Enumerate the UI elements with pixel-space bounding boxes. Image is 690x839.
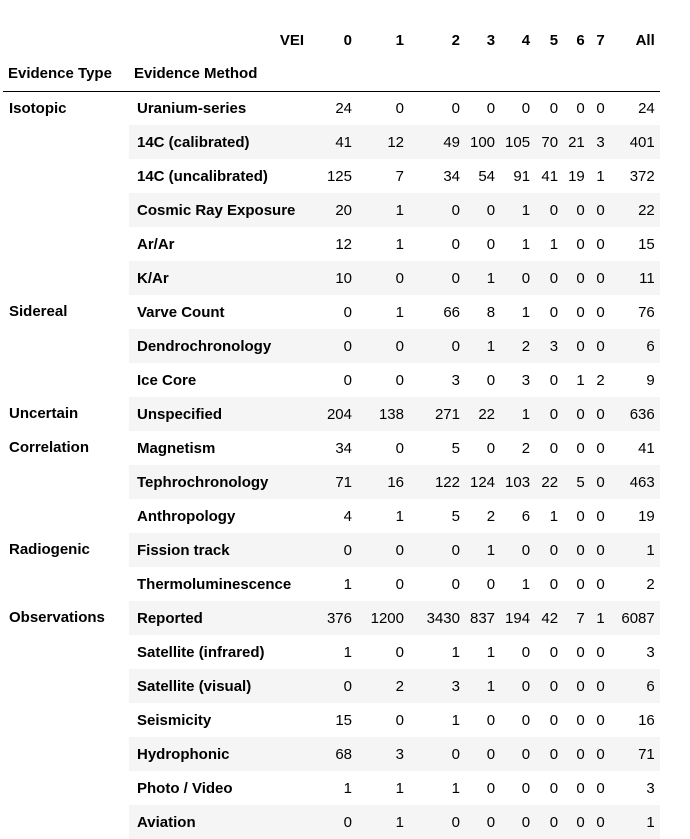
- table-row: [3, 91, 660, 125]
- evidence-method-cell: Aviation: [129, 805, 309, 839]
- evidence-method-cell: Satellite (infrared): [129, 635, 309, 669]
- count-cell: 1: [409, 703, 465, 737]
- count-cell: 2: [610, 567, 660, 601]
- count-cell: 0: [535, 533, 563, 567]
- table-row: [3, 431, 660, 465]
- count-cell: 1: [357, 295, 409, 329]
- count-cell: 0: [465, 771, 500, 805]
- count-cell: 0: [465, 363, 500, 397]
- count-cell: 372: [610, 159, 660, 193]
- count-cell: 22: [465, 397, 500, 431]
- count-cell: 0: [309, 329, 357, 363]
- count-cell: 1: [357, 499, 409, 533]
- count-cell: 0: [590, 669, 610, 703]
- count-cell: 0: [500, 669, 535, 703]
- count-cell: 1: [465, 533, 500, 567]
- column-header: 0: [343, 31, 352, 49]
- count-cell: 3430: [409, 601, 465, 635]
- evidence-method-cell: K/Ar: [129, 261, 309, 295]
- count-cell: 11: [610, 261, 660, 295]
- count-cell: 2: [590, 363, 610, 397]
- column-header: 3: [486, 31, 496, 49]
- count-cell: 0: [563, 499, 590, 533]
- count-cell: 1: [357, 771, 409, 805]
- count-cell: 5: [409, 431, 465, 465]
- count-cell: 1: [309, 635, 357, 669]
- count-cell: 8: [465, 295, 500, 329]
- count-cell: 0: [357, 363, 409, 397]
- count-cell: 3: [610, 635, 660, 669]
- count-cell: 12: [357, 125, 409, 159]
- count-cell: 1: [610, 533, 660, 567]
- count-cell: 103: [500, 465, 535, 499]
- count-cell: 19: [610, 499, 660, 533]
- count-cell: 0: [409, 805, 465, 839]
- evidence-method-cell: Seismicity: [129, 703, 309, 737]
- count-cell: 0: [535, 431, 563, 465]
- count-cell: 6087: [610, 601, 660, 635]
- count-cell: 0: [563, 295, 590, 329]
- count-cell: 0: [590, 295, 610, 329]
- count-cell: 1: [357, 193, 409, 227]
- count-cell: 7: [357, 159, 409, 193]
- count-cell: 0: [535, 771, 563, 805]
- evidence-method-cell: Uranium-series: [129, 91, 309, 125]
- count-cell: 0: [500, 805, 535, 839]
- count-cell: 0: [357, 431, 409, 465]
- table-body: [3, 91, 660, 839]
- table-row: [3, 295, 660, 329]
- evidence-method-cell: Ar/Ar: [129, 227, 309, 261]
- count-cell: 22: [535, 465, 563, 499]
- count-cell: 401: [610, 125, 660, 159]
- evidence-method-cell: Hydrophonic: [129, 737, 309, 771]
- count-cell: 0: [357, 703, 409, 737]
- count-cell: 0: [409, 737, 465, 771]
- count-cell: 3: [500, 363, 535, 397]
- evidence-method-cell: Thermoluminescence: [129, 567, 309, 601]
- count-cell: 0: [535, 805, 563, 839]
- count-cell: 0: [590, 329, 610, 363]
- count-cell: 0: [409, 91, 465, 125]
- count-cell: 0: [500, 771, 535, 805]
- count-cell: 10: [309, 261, 357, 295]
- count-cell: 0: [465, 193, 500, 227]
- count-cell: 3: [590, 125, 610, 159]
- count-cell: 0: [563, 227, 590, 261]
- column-header: All: [635, 31, 655, 49]
- count-cell: 0: [465, 703, 500, 737]
- table-row: [3, 601, 660, 635]
- count-cell: 0: [590, 567, 610, 601]
- count-cell: 34: [309, 431, 357, 465]
- evidence-method-header: Evidence Method: [129, 57, 309, 91]
- evidence-method-cell: Ice Core: [129, 363, 309, 397]
- count-cell: 0: [309, 805, 357, 839]
- count-cell: 0: [590, 397, 610, 431]
- evidence-method-cell: Anthropology: [129, 499, 309, 533]
- count-cell: 0: [409, 193, 465, 227]
- count-cell: 16: [610, 703, 660, 737]
- count-cell: 0: [535, 91, 563, 125]
- count-cell: 0: [535, 703, 563, 737]
- count-cell: 0: [500, 635, 535, 669]
- count-cell: 0: [590, 499, 610, 533]
- evidence-method-cell: Photo / Video: [129, 771, 309, 805]
- evidence-type-cell: Isotopic: [3, 91, 129, 295]
- count-cell: 2: [357, 669, 409, 703]
- count-cell: 0: [409, 329, 465, 363]
- evidence-type-cell: Uncertain: [3, 397, 129, 431]
- count-cell: 22: [610, 193, 660, 227]
- count-cell: 0: [500, 261, 535, 295]
- count-cell: 105: [500, 125, 535, 159]
- count-cell: 0: [590, 91, 610, 125]
- count-cell: 0: [563, 91, 590, 125]
- count-cell: 1: [563, 363, 590, 397]
- count-cell: 1: [500, 397, 535, 431]
- count-cell: 0: [563, 703, 590, 737]
- count-cell: 1: [465, 261, 500, 295]
- count-cell: 0: [357, 91, 409, 125]
- evidence-type-cell: Sidereal: [3, 295, 129, 397]
- count-cell: 0: [309, 669, 357, 703]
- count-cell: 0: [409, 533, 465, 567]
- count-cell: 66: [409, 295, 465, 329]
- count-cell: 71: [610, 737, 660, 771]
- count-cell: 1: [610, 805, 660, 839]
- count-cell: 0: [465, 227, 500, 261]
- count-cell: 1: [535, 227, 563, 261]
- count-cell: 0: [535, 567, 563, 601]
- count-cell: 0: [563, 329, 590, 363]
- count-cell: 1: [465, 635, 500, 669]
- count-cell: 2: [465, 499, 500, 533]
- count-cell: 5: [409, 499, 465, 533]
- count-cell: 0: [535, 193, 563, 227]
- count-cell: 54: [465, 159, 500, 193]
- evidence-method-cell: 14C (uncalibrated): [129, 159, 309, 193]
- count-cell: 0: [590, 771, 610, 805]
- count-cell: 34: [409, 159, 465, 193]
- vei-header-row: [3, 23, 660, 57]
- count-cell: 0: [465, 805, 500, 839]
- count-cell: 636: [610, 397, 660, 431]
- count-cell: 0: [535, 397, 563, 431]
- count-cell: 24: [309, 91, 357, 125]
- count-cell: 2: [500, 329, 535, 363]
- evidence-method-cell: Cosmic Ray Exposure: [129, 193, 309, 227]
- count-cell: 124: [465, 465, 500, 499]
- evidence-method-cell: Reported: [129, 601, 309, 635]
- count-cell: 0: [590, 261, 610, 295]
- count-cell: 0: [357, 533, 409, 567]
- count-cell: 91: [500, 159, 535, 193]
- count-cell: 42: [535, 601, 563, 635]
- count-cell: 0: [357, 567, 409, 601]
- count-cell: 0: [590, 533, 610, 567]
- count-cell: 0: [590, 431, 610, 465]
- count-cell: 0: [590, 465, 610, 499]
- count-cell: 0: [465, 91, 500, 125]
- count-cell: 6: [610, 669, 660, 703]
- count-cell: 0: [563, 261, 590, 295]
- count-cell: 0: [563, 533, 590, 567]
- count-cell: 0: [535, 635, 563, 669]
- count-cell: 2: [500, 431, 535, 465]
- count-cell: 4: [309, 499, 357, 533]
- count-cell: 0: [590, 193, 610, 227]
- count-cell: 0: [309, 533, 357, 567]
- count-cell: 376: [309, 601, 357, 635]
- count-cell: 0: [500, 533, 535, 567]
- count-cell: 0: [465, 737, 500, 771]
- count-cell: 68: [309, 737, 357, 771]
- count-cell: 0: [500, 703, 535, 737]
- count-cell: 0: [563, 431, 590, 465]
- count-cell: 100: [465, 125, 500, 159]
- count-cell: 6: [610, 329, 660, 363]
- count-cell: 0: [535, 737, 563, 771]
- column-header: 4: [521, 31, 531, 49]
- evidence-table: [3, 23, 660, 839]
- count-cell: 7: [563, 601, 590, 635]
- count-cell: 837: [465, 601, 500, 635]
- count-cell: 1: [465, 329, 500, 363]
- count-cell: 1: [309, 771, 357, 805]
- count-cell: 0: [590, 227, 610, 261]
- count-cell: 0: [357, 261, 409, 295]
- count-cell: 70: [535, 125, 563, 159]
- count-cell: 0: [409, 227, 465, 261]
- count-cell: 1: [409, 635, 465, 669]
- evidence-method-cell: Dendrochronology: [129, 329, 309, 363]
- count-cell: 5: [563, 465, 590, 499]
- count-cell: 1200: [357, 601, 409, 635]
- count-cell: 204: [309, 397, 357, 431]
- count-cell: 138: [357, 397, 409, 431]
- count-cell: 1: [465, 669, 500, 703]
- count-cell: 3: [535, 329, 563, 363]
- count-cell: 19: [563, 159, 590, 193]
- count-cell: 1: [357, 227, 409, 261]
- count-cell: 3: [610, 771, 660, 805]
- count-cell: 3: [357, 737, 409, 771]
- evidence-method-cell: Unspecified: [129, 397, 309, 431]
- count-cell: 0: [535, 261, 563, 295]
- count-cell: 0: [357, 635, 409, 669]
- evidence-type-cell: Observations: [3, 601, 129, 839]
- count-cell: 41: [309, 125, 357, 159]
- count-cell: 1: [357, 805, 409, 839]
- evidence-method-cell: Varve Count: [129, 295, 309, 329]
- count-cell: 1: [500, 193, 535, 227]
- count-cell: 0: [465, 567, 500, 601]
- evidence-method-cell: Tephrochronology: [129, 465, 309, 499]
- count-cell: 3: [409, 363, 465, 397]
- count-cell: 1: [500, 227, 535, 261]
- count-cell: 271: [409, 397, 465, 431]
- count-cell: 24: [610, 91, 660, 125]
- count-cell: 0: [409, 261, 465, 295]
- count-cell: 3: [409, 669, 465, 703]
- column-header: 7: [596, 31, 605, 49]
- count-cell: 0: [563, 567, 590, 601]
- count-cell: 1: [500, 567, 535, 601]
- count-cell: 12: [309, 227, 357, 261]
- index-header-row: [3, 57, 660, 91]
- count-cell: 41: [610, 431, 660, 465]
- column-header: 6: [576, 31, 585, 49]
- count-cell: 1: [500, 295, 535, 329]
- count-cell: 1: [309, 567, 357, 601]
- evidence-method-cell: Magnetism: [129, 431, 309, 465]
- count-cell: 1: [535, 499, 563, 533]
- evidence-method-cell: 14C (calibrated): [129, 125, 309, 159]
- count-cell: 1: [409, 771, 465, 805]
- evidence-method-cell: Fission track: [129, 533, 309, 567]
- count-cell: 125: [309, 159, 357, 193]
- count-cell: 16: [357, 465, 409, 499]
- count-cell: 9: [610, 363, 660, 397]
- count-cell: 0: [590, 635, 610, 669]
- count-cell: 463: [610, 465, 660, 499]
- count-cell: 15: [610, 227, 660, 261]
- count-cell: 49: [409, 125, 465, 159]
- evidence-method-cell: Satellite (visual): [129, 669, 309, 703]
- evidence-type-header: Evidence Type: [3, 57, 129, 91]
- column-header: 2: [451, 31, 460, 49]
- count-cell: 0: [535, 669, 563, 703]
- count-cell: 0: [309, 295, 357, 329]
- count-cell: 71: [309, 465, 357, 499]
- count-cell: 41: [535, 159, 563, 193]
- count-cell: 0: [563, 771, 590, 805]
- count-cell: 0: [563, 193, 590, 227]
- count-cell: 194: [500, 601, 535, 635]
- count-cell: 0: [535, 295, 563, 329]
- count-cell: 15: [309, 703, 357, 737]
- count-cell: 0: [563, 805, 590, 839]
- evidence-type-cell: Radiogenic: [3, 533, 129, 601]
- count-cell: 0: [590, 805, 610, 839]
- count-cell: 122: [409, 465, 465, 499]
- count-cell: 0: [535, 363, 563, 397]
- table-row: [3, 533, 660, 567]
- count-cell: 0: [309, 363, 357, 397]
- count-cell: 0: [563, 669, 590, 703]
- column-header: 5: [549, 31, 559, 49]
- evidence-type-cell: Correlation: [3, 431, 129, 533]
- vei-label: VEI: [279, 31, 304, 49]
- count-cell: 1: [590, 159, 610, 193]
- count-cell: 21: [563, 125, 590, 159]
- count-cell: 0: [563, 397, 590, 431]
- count-cell: 20: [309, 193, 357, 227]
- table-row: [3, 397, 660, 431]
- count-cell: 0: [563, 737, 590, 771]
- count-cell: 0: [409, 567, 465, 601]
- count-cell: 0: [590, 737, 610, 771]
- count-cell: 6: [500, 499, 535, 533]
- count-cell: 76: [610, 295, 660, 329]
- count-cell: 0: [500, 737, 535, 771]
- count-cell: 0: [465, 431, 500, 465]
- count-cell: 0: [563, 635, 590, 669]
- count-cell: 0: [590, 703, 610, 737]
- count-cell: 1: [590, 601, 610, 635]
- column-header: 1: [395, 31, 404, 49]
- count-cell: 0: [357, 329, 409, 363]
- count-cell: 0: [500, 91, 535, 125]
